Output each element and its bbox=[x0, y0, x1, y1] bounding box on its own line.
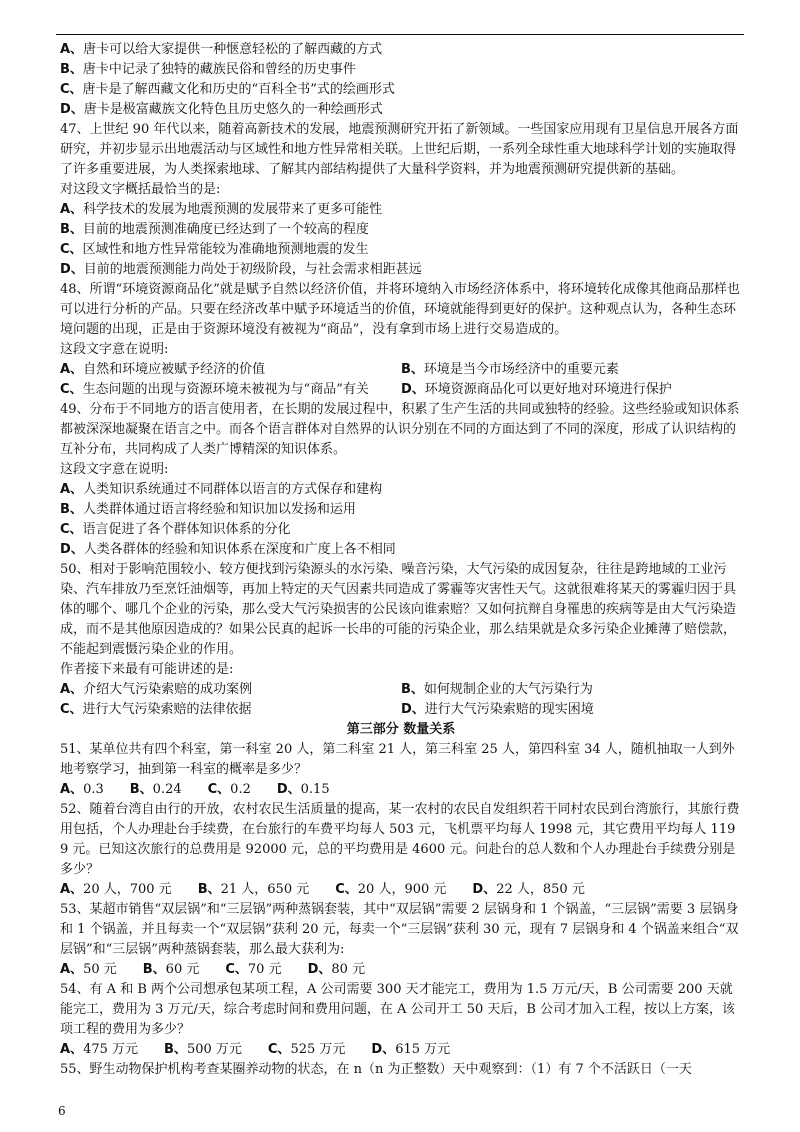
q53-option-c: C、70 元 bbox=[225, 962, 282, 977]
q54-option-c: C、525 万元 bbox=[267, 1042, 346, 1057]
q46-option-a: A、唐卡可以给大家提供一种惬意轻松的了解西藏的方式 bbox=[60, 42, 383, 57]
q48-option-d: D、环境资源商品化可以更好地对环境进行保护 bbox=[401, 382, 672, 397]
q48-option-b: B、环境是当今市场经济中的重要元素 bbox=[401, 362, 619, 377]
q51-option-d: D、0.15 bbox=[276, 782, 330, 797]
q54-option-d: D、615 万元 bbox=[371, 1042, 451, 1057]
q53-option-d: D、80 元 bbox=[307, 962, 366, 977]
section-title: 第三部分 数量关系 bbox=[346, 722, 456, 737]
q52-option-a: A、20 人，700 元 bbox=[60, 882, 172, 897]
q47-option-d: D、目前的地震预测能力尚处于初级阶段，与社会需求相距甚远 bbox=[60, 262, 422, 277]
q50-option-c: C、进行大气污染索赔的法律依据 bbox=[60, 702, 252, 717]
q53-option-b: B、60 元 bbox=[142, 962, 200, 977]
q50-option-b: B、如何规制企业的大气污染行为 bbox=[401, 682, 593, 697]
q48-question: 这段文字意在说明: bbox=[60, 342, 169, 357]
q51-option-b: B、0.24 bbox=[129, 782, 182, 797]
q47-stem: 47、上世纪 90 年代以来，随着高新技术的发展，地震预测研究开拓了新领域。一些国家应用现有卫星信息开展各方面研究，并初步显示出地震活动与区域性和地方性异常相关联。上世纪后期，一系列全球性重大地球科学计划的实施取得了许多重要进展，为人类探索地球、了解其内部结构提供了大量科学资料，并为地震预测研究提供新的基础。 bbox=[60, 122, 739, 177]
q48-stem: 48、所谓“环境资源商品化”就是赋予自然以经济价值，并将环境纳入市场经济体系中，将环境转化成像其他商品那样也可以进行分析的产品。只要在经济改革中赋予环境适当的价值，环境就能得到更好的保护。这种观点认为，各种生态环境问题的出现，正是由于资源环境没有被视为“商品”，没有拿到市场上进行交易造成的。 bbox=[60, 282, 740, 337]
q52-option-c: C、20 人，900 元 bbox=[335, 882, 447, 897]
q50-option-a: A、介绍大气污染索赔的成功案例 bbox=[60, 682, 253, 697]
q51-stem: 51、某单位共有四个科室，第一科室 20 人，第二科室 21 人，第三科室 25 人，第四科室 34 人，随机抽取一人到外地考察学习，抽到第一科室的概率是多少？ bbox=[60, 742, 735, 777]
q54-option-a: A、475 万元 bbox=[60, 1042, 139, 1057]
q46-option-b: B、唐卡中记录了独特的藏族民俗和曾经的历史事件 bbox=[60, 62, 356, 77]
q52-options bbox=[60, 880, 742, 900]
q54-option-b: B、500 万元 bbox=[164, 1042, 242, 1057]
q51-option-a: A、0.3 bbox=[60, 782, 104, 797]
q48-option-c: C、生态问题的出现与资源环境未被视为与“商品”有关 bbox=[60, 382, 369, 397]
q50-stem: 50、相对于影响范围较小、较方便找到污染源头的水污染、噪音污染，大气污染的成因复杂，往往是跨地域的工业污染、汽车排放乃至烹饪油烟等，再加上特定的天气因素共同造成了雾霾等灾害性天气。这就很难将某天的雾霾归因于具体的哪个、哪几个企业的污染，那么受大气污染损害的公民该向谁索赔？又如何抗辩自身罹患的疾病等是由大气污染造成，而不是其他原因造成的？如果公民真的起诉一长串的可能的污染企业，那么结果就是众多污染企业摊薄了赔偿款，不能起到震慑污染企业的作用。 bbox=[60, 562, 737, 657]
page-content bbox=[60, 40, 742, 1080]
q51-option-c: C、0.2 bbox=[207, 782, 251, 797]
q47-option-b: B、目前的地震预测准确度已经达到了一个较高的程度 bbox=[60, 222, 369, 237]
q52-option-d: D、22 人，850 元 bbox=[472, 882, 585, 897]
q46-option-d: D、唐卡是极富藏族文化特色且历史悠久的一种绘画形式 bbox=[60, 102, 383, 117]
header-rule bbox=[56, 34, 744, 35]
q53-options bbox=[60, 960, 742, 980]
q53-option-a: A、50 元 bbox=[60, 962, 117, 977]
q46-option-c: C、唐卡是了解西藏文化和历史的“百科全书”式的绘画形式 bbox=[60, 82, 395, 97]
q47-option-a: A、科学技术的发展为地震预测的发展带来了更多可能性 bbox=[60, 202, 383, 217]
q46-options bbox=[60, 40, 742, 120]
page-number: 6 bbox=[58, 1104, 66, 1118]
q50-question: 作者接下来最有可能讲述的是: bbox=[60, 662, 234, 677]
q55-stem: 55、野生动物保护机构考查某圈养动物的状态，在 n（n 为正整数）天中观察到：（1）有 7 个不活跃日（一天 bbox=[60, 1062, 692, 1077]
q49-option-d: D、人类各群体的经验和知识体系在深度和广度上各不相同 bbox=[60, 542, 396, 557]
q51-options bbox=[60, 780, 742, 800]
q48-option-a: A、自然和环境应被赋予经济的价值 bbox=[60, 362, 266, 377]
q48-options-row-1 bbox=[60, 360, 742, 380]
q50-option-d: D、进行大气污染索赔的现实困境 bbox=[401, 702, 594, 717]
q54-stem: 54、有 A 和 B 两个公司想承包某项工程，A 公司需要 300 天才能完工，费用为 1.5 万元/天，B 公司需要 200 天就能完工，费用为 3 万元/天，综合考虑时间和费用问题，在 A 公司开工 50 天后，B 公司才加入工程，按以上方案，该项工程的费用为多少？ bbox=[60, 982, 736, 1037]
q49-question: 这段文字意在说明: bbox=[60, 462, 169, 477]
q52-option-b: B、21 人，650 元 bbox=[197, 882, 310, 897]
q49-stem: 49、分布于不同地方的语言使用者，在长期的发展过程中，积累了生产生活的共同或独特的经验。这些经验或知识体系都被深深地凝聚在语言之中。而各个语言群体对自然界的认识分别在不同的方面达到了不同的深度，形成了认识结构的互补分布，共同构成了人类广博精深的知识体系。 bbox=[60, 402, 740, 457]
q54-options bbox=[60, 1040, 742, 1060]
q49-option-a: A、人类知识系统通过不同群体以语言的方式保存和建构 bbox=[60, 482, 383, 497]
q50-options-row-1 bbox=[60, 680, 742, 700]
q48-options-row-2 bbox=[60, 380, 742, 400]
q49-option-b: B、人类群体通过语言将经验和知识加以发扬和运用 bbox=[60, 502, 356, 517]
q52-stem: 52、随着台湾自由行的开放，农村农民生活质量的提高，某一农村的农民自发组织若干同村农民到台湾旅行，其旅行费用包括，个人办理赴台手续费，在台旅行的车费平均每人 503 元，飞机票平均每人 1998 元，其它费用平均每人 1199 元。已知这次旅行的总费用是 92000 元，总的平均费用是 4600 元。问赴台的总人数和个人办理赴台手续费分别是多少？ bbox=[60, 802, 740, 877]
q50-options-row-2 bbox=[60, 700, 742, 720]
q49-option-c: C、语言促进了各个群体知识体系的分化 bbox=[60, 522, 291, 537]
q47-option-c: C、区域性和地方性异常能较为准确地预测地震的发生 bbox=[60, 242, 369, 257]
q53-stem: 53、某超市销售“双层锅”和“三层锅”两种蒸锅套装，其中“双层锅”需要 2 层锅身和 1 个锅盖，“三层锅”需要 3 层锅身和 1 个锅盖，并且每卖一个“双层锅”获利 20 元，每卖一个“三层锅”获利 30 元，现有 7 层锅身和 4 个锅盖来组合“双层锅”和“三层锅”两种蒸锅套装，那么最大获利为: bbox=[60, 902, 739, 957]
q47-question: 对这段文字概括最恰当的是: bbox=[60, 182, 221, 197]
